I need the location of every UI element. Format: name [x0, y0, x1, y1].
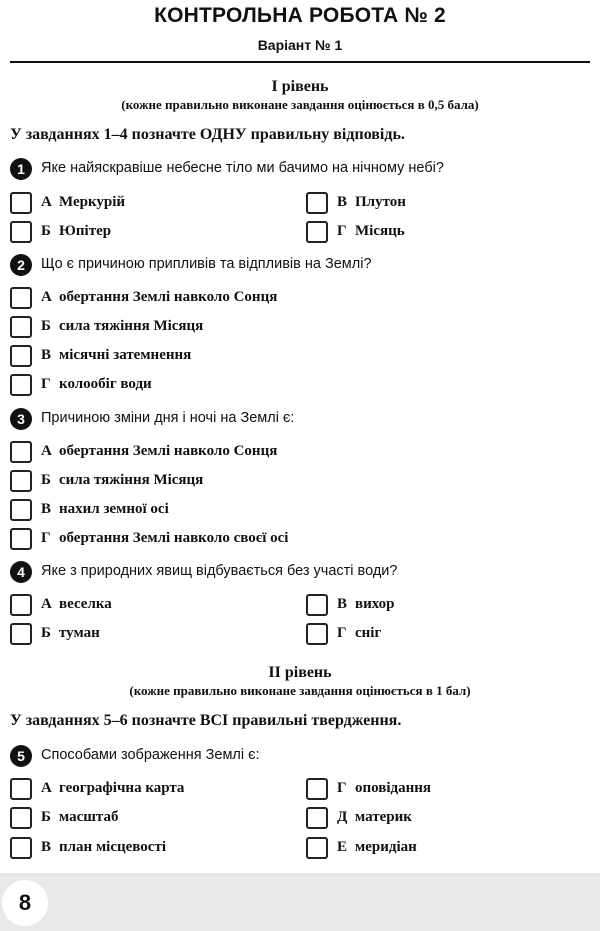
page-number: 8	[2, 880, 48, 926]
option-letter: В	[41, 501, 52, 517]
answer-checkbox[interactable]	[10, 470, 32, 492]
option-text: туман	[59, 625, 100, 641]
option-text: Меркурій	[59, 194, 126, 210]
question-number-badge: 4	[10, 561, 32, 583]
question-number-badge: 2	[10, 254, 32, 276]
answer-checkbox[interactable]	[10, 837, 32, 859]
page-title: КОНТРОЛЬНА РОБОТА № 2	[154, 4, 446, 27]
option-letter: А	[41, 443, 52, 459]
answer-checkbox[interactable]	[10, 499, 32, 521]
option-text: оповідання	[355, 780, 432, 796]
option-text: вихор	[355, 596, 395, 612]
question-text: Причиною зміни дня і ночі на Землі є:	[41, 410, 295, 426]
answer-checkbox[interactable]	[10, 594, 32, 616]
answer-checkbox[interactable]	[10, 192, 32, 214]
option-text: колообіг води	[59, 376, 152, 392]
option-letter: Г	[337, 780, 347, 796]
option-text: обертання Землі навколо своєї осі	[59, 530, 289, 546]
option-text: план місцевості	[59, 839, 166, 855]
answer-checkbox[interactable]	[10, 441, 32, 463]
answer-checkbox[interactable]	[10, 221, 32, 243]
option-text: обертання Землі навколо Сонця	[59, 289, 278, 305]
level2-instruction: У завданнях 5–6 позначте ВСІ правильні твердження.	[10, 712, 402, 729]
option-letter: Г	[337, 625, 347, 641]
option-text: меридіан	[355, 839, 417, 855]
answer-checkbox[interactable]	[10, 807, 32, 829]
answer-checkbox[interactable]	[306, 807, 328, 829]
level1-instruction: У завданнях 1–4 позначте ОДНУ правильну відповідь.	[10, 126, 405, 143]
option-letter: Г	[41, 530, 51, 546]
option-letter: Д	[337, 809, 348, 825]
option-letter: Б	[41, 625, 51, 641]
footer-band	[0, 873, 600, 931]
option-text: сила тяжіння Місяця	[59, 318, 204, 334]
answer-checkbox[interactable]	[10, 528, 32, 550]
question-number-badge: 3	[10, 408, 32, 430]
question-number-badge: 5	[10, 745, 32, 767]
option-letter: Б	[41, 472, 51, 488]
option-letter: В	[337, 596, 348, 612]
option-letter: В	[41, 839, 52, 855]
option-letter: А	[41, 194, 52, 210]
option-text: сніг	[355, 625, 382, 641]
option-letter: А	[41, 289, 52, 305]
answer-checkbox[interactable]	[306, 837, 328, 859]
option-text: місячні затемнення	[59, 347, 192, 363]
option-letter: Г	[337, 223, 347, 239]
option-text: масштаб	[59, 809, 119, 825]
option-text: Місяць	[355, 223, 405, 239]
option-letter: В	[337, 194, 348, 210]
answer-checkbox[interactable]	[306, 623, 328, 645]
question-text: Яке з природних явищ відбувається без участі води?	[41, 563, 398, 579]
option-letter: Б	[41, 318, 51, 334]
option-letter: А	[41, 780, 52, 796]
option-text: веселка	[59, 596, 112, 612]
option-letter: Б	[41, 809, 51, 825]
option-letter: А	[41, 596, 52, 612]
option-text: сила тяжіння Місяця	[59, 472, 204, 488]
answer-checkbox[interactable]	[10, 374, 32, 396]
level1-title: І рівень	[271, 78, 329, 95]
variant-label: Варіант № 1	[257, 37, 343, 53]
level1-note: (кожне правильно виконане завдання оцінюється в 0,5 бала)	[121, 97, 479, 112]
option-letter: Е	[337, 839, 348, 855]
answer-checkbox[interactable]	[306, 778, 328, 800]
option-text: обертання Землі навколо Сонця	[59, 443, 278, 459]
option-text: Юпітер	[59, 223, 112, 239]
answer-checkbox[interactable]	[10, 778, 32, 800]
option-letter: Г	[41, 376, 51, 392]
option-letter: В	[41, 347, 52, 363]
option-text: нахил земної осі	[59, 501, 169, 517]
answer-checkbox[interactable]	[10, 287, 32, 309]
option-text: материк	[355, 809, 412, 825]
answer-checkbox[interactable]	[306, 192, 328, 214]
question-text: Способами зображення Землі є:	[41, 747, 260, 763]
question-text: Яке найяскравіше небесне тіло ми бачимо на нічному небі?	[41, 160, 444, 176]
answer-checkbox[interactable]	[306, 594, 328, 616]
answer-checkbox[interactable]	[10, 623, 32, 645]
answer-checkbox[interactable]	[306, 221, 328, 243]
answer-checkbox[interactable]	[10, 345, 32, 367]
level2-note: (кожне правильно виконане завдання оцінюється в 1 бал)	[129, 683, 471, 698]
option-text: Плутон	[355, 194, 406, 210]
option-letter: Б	[41, 223, 51, 239]
question-text: Що є причиною припливів та відпливів на Землі?	[41, 256, 372, 272]
header-divider	[10, 61, 590, 63]
question-number-badge: 1	[10, 158, 32, 180]
option-text: географічна карта	[59, 780, 185, 796]
level2-title: ІІ рівень	[268, 664, 332, 681]
answer-checkbox[interactable]	[10, 316, 32, 338]
